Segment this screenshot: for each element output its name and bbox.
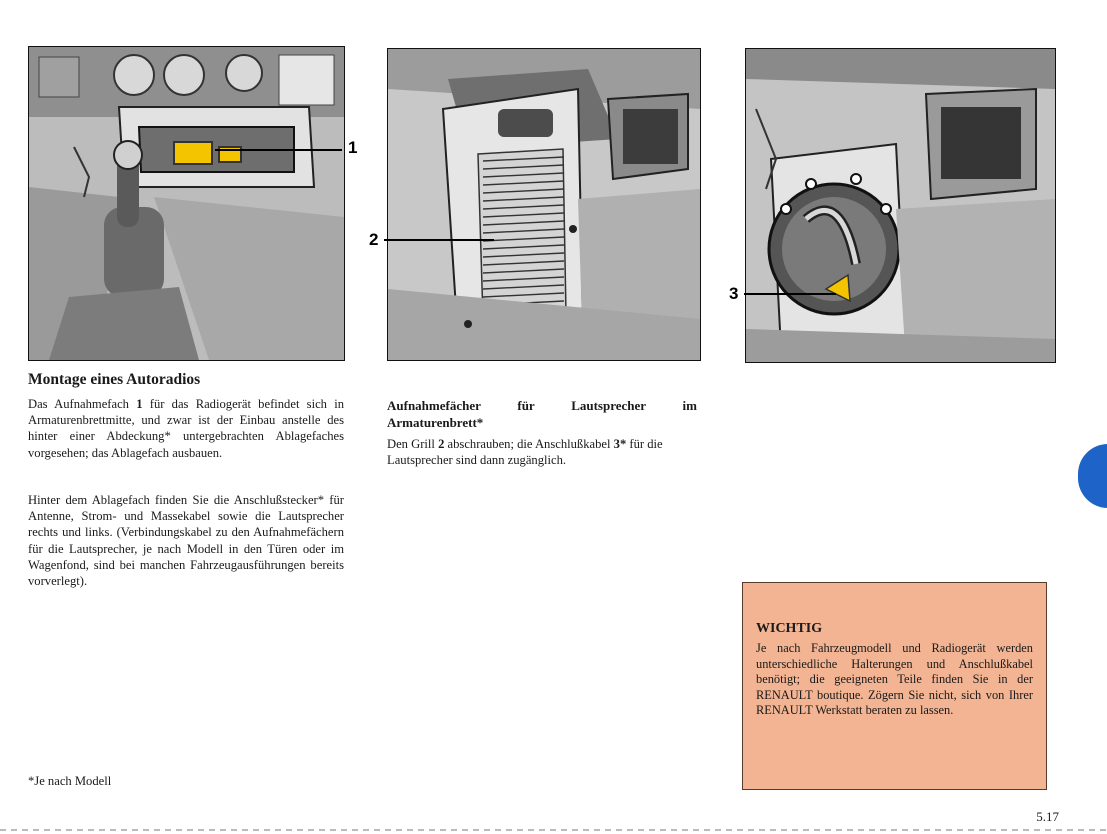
- callout-line-3: [744, 293, 836, 295]
- callout-1: 1: [348, 138, 358, 157]
- paragraph-text: Das Aufnahmefach: [28, 397, 129, 411]
- note-text: Je nach Fahrzeugmodell und Radiogerät werden unterschiedliche Halterungen und Anschlußkabel benötigt; die geeigneten Teile finden Sie in der RENAULT boutique. Zögern Sie nicht, sich von Ihrer RENAULT Werkstatt beraten zu lassen.: [756, 641, 1033, 718]
- heading-line: Aufnahmefächer für Lautsprecher im: [387, 398, 697, 413]
- figure-speaker-cable: [745, 48, 1056, 363]
- page-bottom-rule: [0, 829, 1107, 831]
- important-note-box: [742, 582, 1047, 790]
- paragraph-text: abschrauben; die Anschlußkabel: [447, 437, 611, 451]
- reference-number: 1: [136, 397, 143, 411]
- paragraph-text: für die Lautsprecher sind dann zugänglich.: [387, 437, 663, 468]
- callout-line-1: [215, 149, 342, 151]
- paragraph-text: Den Grill: [387, 437, 435, 451]
- figure-radio-compartment: [28, 46, 345, 361]
- radio-compartment-illustration: [29, 47, 344, 360]
- callout-3: 3: [729, 284, 739, 303]
- paragraph-connectors: Hinter dem Ablagefach finden Sie die Anschlußstecker* für Antenne, Strom- und Massekabel sowie die Lautsprecher rechts und links. (Verbindungskabel zu den Aufnahmefächern für die Lautsprecher, je nach Modell in den Türen oder im Wagenfond, sind bei manchen Fahrzeugausführungen bereits vorverlegt).: [28, 493, 344, 589]
- paragraph-text: für das Radiogerät befindet sich in Armaturenbrettmitte, und zwar ist der Einbau anstelle des hinter einer Abdeckung* untergebrachten Ablagefaches vorgesehen; das Ablagefach ausbauen.: [28, 397, 344, 460]
- paragraph-speaker-grille: [387, 436, 699, 468]
- heading-line: Armaturenbrett*: [387, 415, 484, 430]
- footnote: *Je nach Modell: [28, 774, 112, 788]
- section-heading-speaker: [387, 397, 697, 431]
- page-number: 5.17: [1036, 809, 1059, 824]
- reference-number: 3*: [613, 437, 627, 451]
- callout-line-2: [384, 239, 494, 241]
- section-tab-marker: [1078, 444, 1107, 508]
- paragraph-radio-compartment: [28, 396, 344, 461]
- speaker-cable-illustration: [746, 49, 1055, 362]
- note-title: WICHTIG: [756, 621, 823, 636]
- figure-speaker-grille: [387, 48, 701, 361]
- section-heading-radio: Montage eines Autoradios: [28, 371, 201, 388]
- reference-number: 2: [438, 437, 445, 451]
- speaker-grille-illustration: [388, 49, 700, 360]
- callout-2: 2: [369, 230, 379, 249]
